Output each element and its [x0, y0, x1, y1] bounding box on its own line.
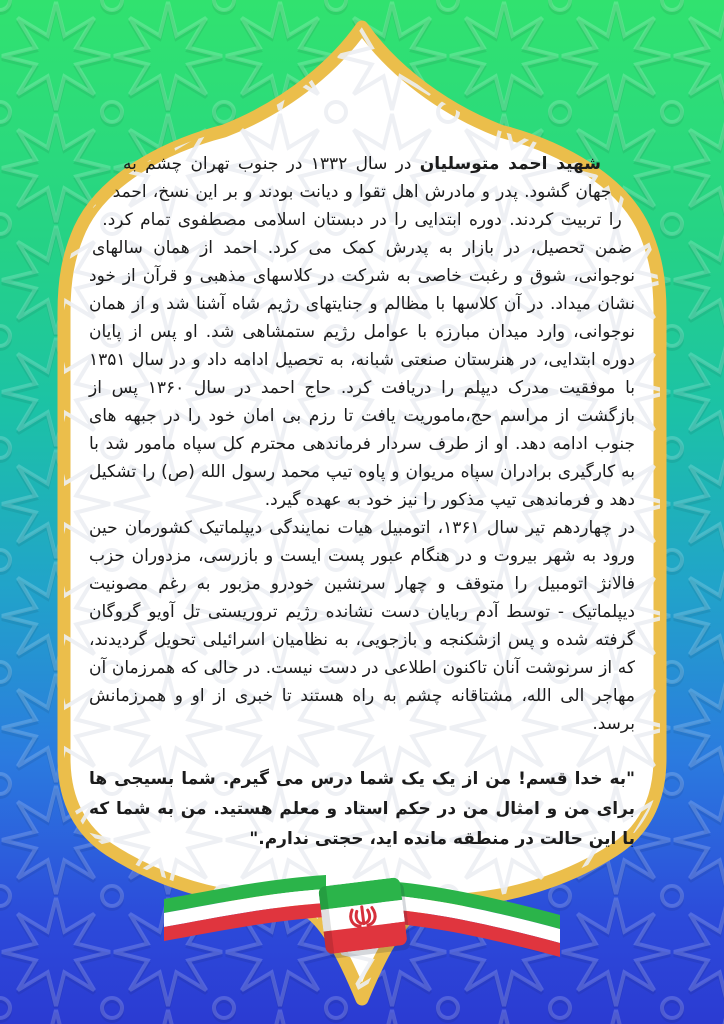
- paragraph-biography-text: در سال ۱۳۳۲ در جنوب تهران چشم به جهان گشود. پدر و مادرش اهل تقوا و دیانت بودند و بر این نسخ، احمد را تربیت کردند. دوره ابتدایی را در دبستان اسلامی مصطفوی تمام کرد. ضمن تحصیل، در بازار به پدرش کمک می کرد. احمد از همان سالهای نوجوانی، شوق و رغبت خاصی به شرکت در کلاسهای مذهبی و قرآن از خود نشان میداد. در آن کلاسها با مظالم و جنایتهای رژیم شاه آشنا شد و از همان نوجوانی، وارد میدان مبارزه با عوامل رژیم ستمشاهی شد. او پس از پایان دوره ابتدایی، در هنرستان صنعتی شبانه، به تحصیل ادامه داد و در سال ۱۳۵۱ با موفقیت مدرک دیپلم را دریافت کرد. حاج احمد در سال ۱۳۶۰ پس از بازگشت از مراسم حج،ماموریت یافت تا رزم بی امان خود را در جبهه های جنوب ادامه دهد. او از طرف سردار فرماندهی محترم کل سپاه مامور شد با به کارگیری برادران سپاه مریوان و پاوه تیپ محمد رسول الله (ص) را تشکیل دهد و فرماندهی تیپ مذکور را نیز خود به عهده گیرد.: [89, 154, 635, 510]
- biography-text: [89, 150, 635, 854]
- flag-ribbon-right-tail: [386, 881, 560, 957]
- martyr-name: شهید احمد متوسلیان: [419, 154, 601, 174]
- flag-center-panel: [318, 877, 411, 960]
- flag-ribbon-left-tail: [164, 875, 326, 941]
- paragraph-biography: [89, 150, 635, 514]
- quote-text: "به خدا قسم! من از یک یک شما درس می گیرم. شما بسیجی ها برای من و امثال من در حکم استاد و معلم هستید. من به شما که با این حالت در منطقه مانده اید، حجتی ندارم.": [89, 769, 635, 849]
- paragraph-abduction: در چهاردهم تیر سال ۱۳۶۱، اتومبیل هیات نمایندگی دیپلماتیک کشورمان حین ورود به شهر بیروت و در هنگام عبور پست ایست و بازرسی، مزدوران حزب فالانژ اتومبیل را متوقف و چهار سرنشین خودرو مزبور به رغم مصونیت دیپلماتیک - توسط آدم ربایان دست نشانده رژیم تروریستی تل آویو گروگان گرفته شده و پس ازشکنجه و بازجویی، به نظامیان اسرائیلی تحویل گردیدند، که از سرنوشت آنان تاکنون اطلاعی در دست نیست. در حالی که همرزمان آن مهاجر الی الله، مشتاقانه چشم به راه هستند تا خبری از او و همرزمانش برسد.: [89, 518, 635, 734]
- iran-flag-ribbon: [150, 853, 580, 1003]
